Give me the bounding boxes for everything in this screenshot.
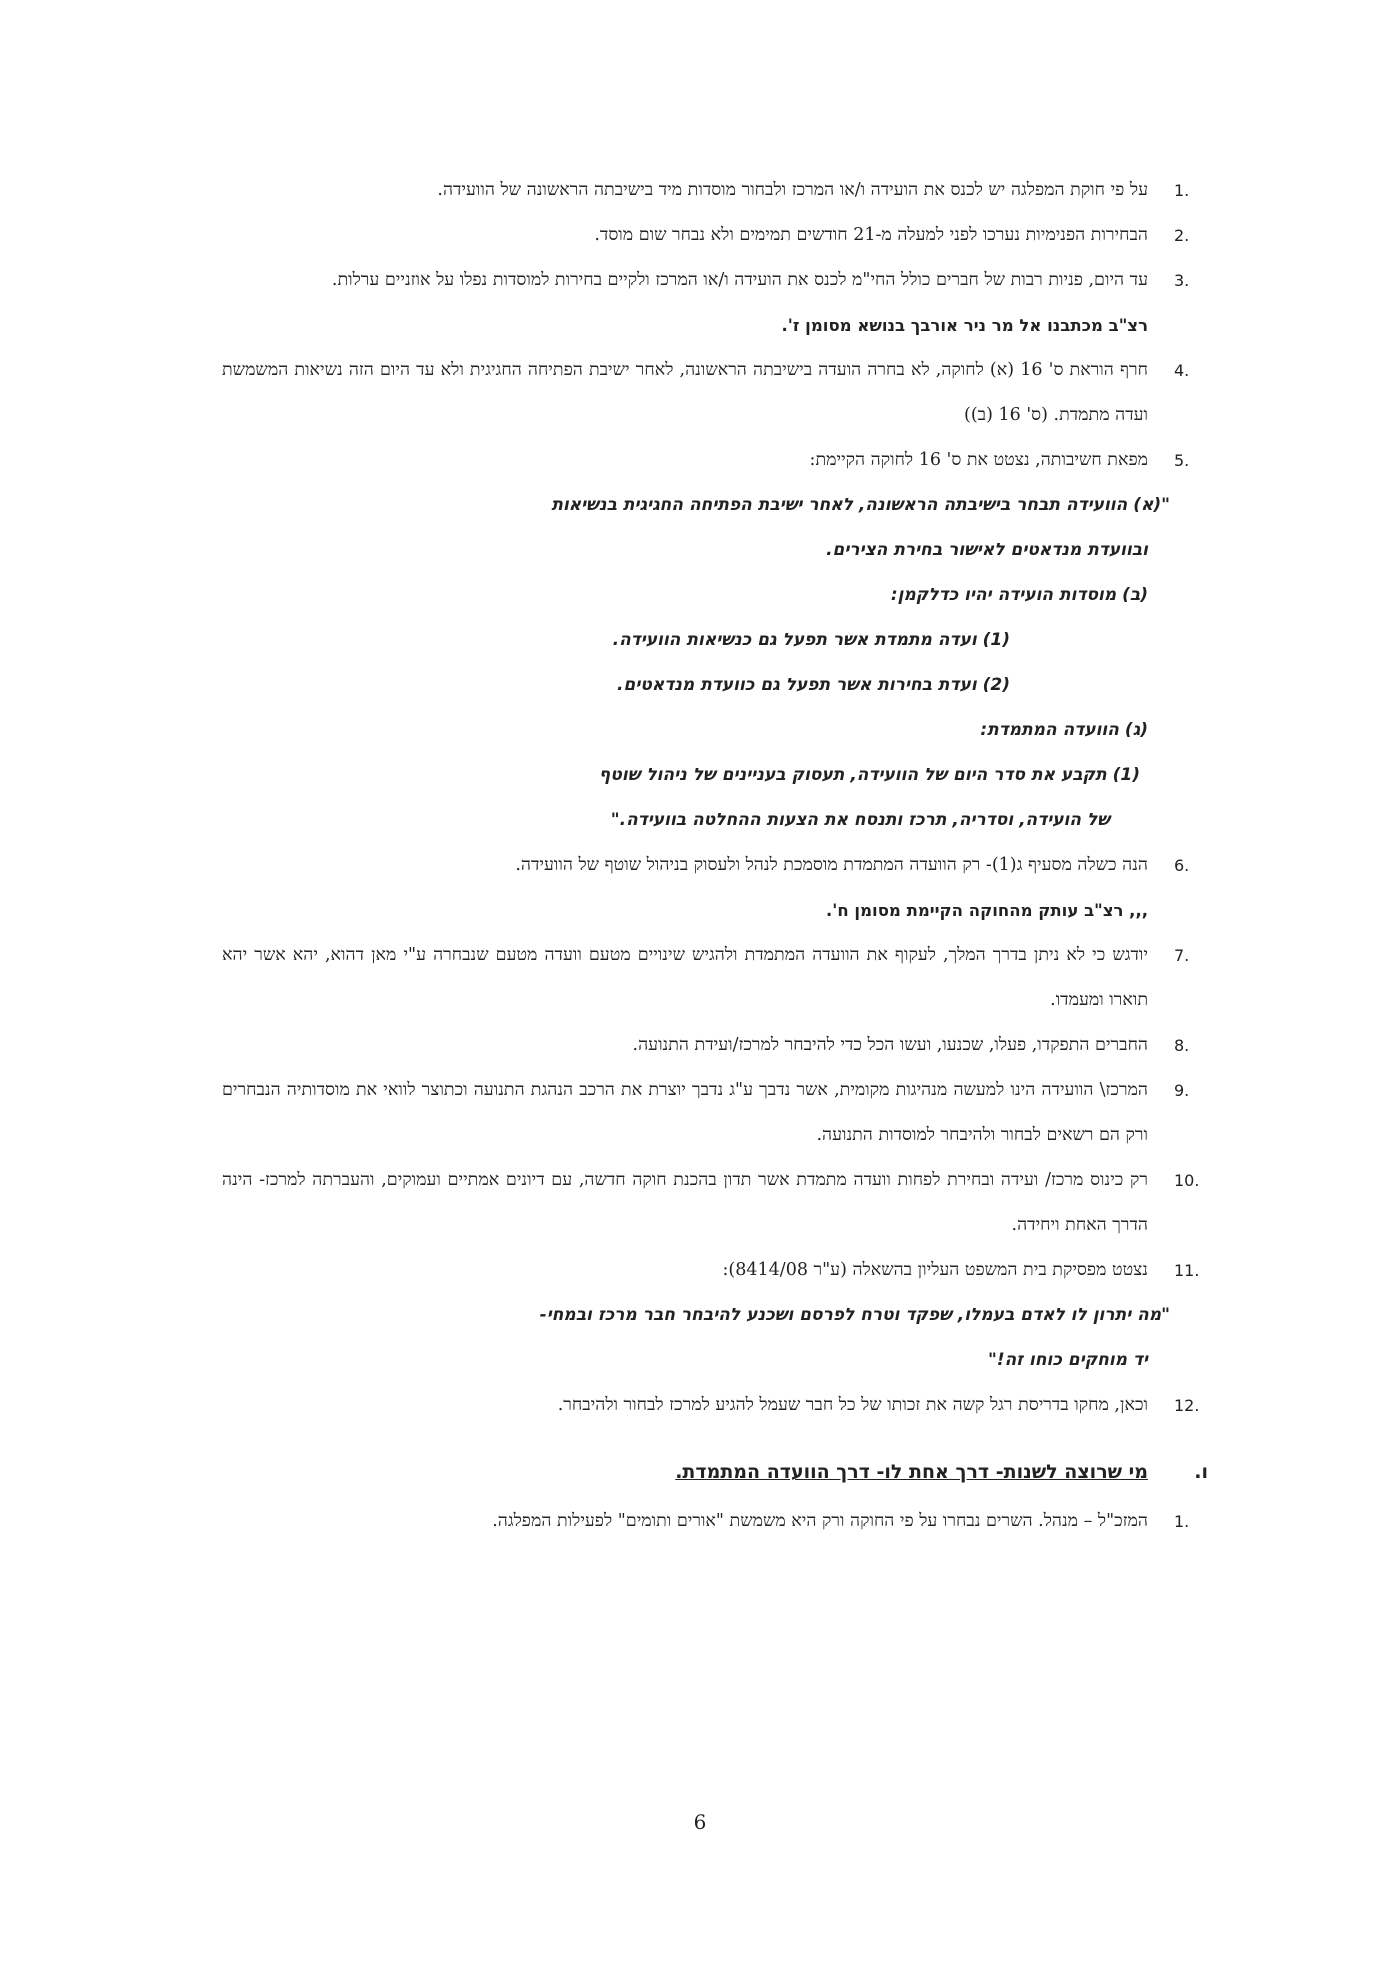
list-item	[222, 1499, 1190, 1544]
list-item	[222, 1023, 1190, 1068]
section-title: מי שרוצה לשנות- דרך אחת לו- דרך הוועדה המתמדת.	[675, 1461, 1148, 1483]
item-text: וכאן, מחקו בדריסת רגל קשה את זכותו של כל חבר שעמל להגיע למרכז לבחור ולהיבחר.	[557, 1395, 1148, 1415]
item-text: החברים התפקדו, פעלו, שכנעו, ועשו הכל כדי להיבחר למרכז/ועידת התנועה.	[632, 1035, 1148, 1055]
quote-line: (ב) מוסדות הועידה יהיו כדלקמן:	[890, 585, 1148, 605]
list-item	[222, 843, 1190, 888]
page-content	[222, 168, 1208, 1544]
quote-line: (ג) הוועדה המתמדת:	[980, 720, 1148, 740]
quote-line: של הועידה, וסדריה, תרכז ותנסח את הצעות ההחלטה בוועידה."	[610, 810, 1110, 830]
item-number: 12.	[1174, 1396, 1200, 1415]
list-item	[222, 348, 1190, 438]
list-item	[222, 1158, 1200, 1248]
item-number: 7.	[1174, 946, 1190, 965]
attachment-note: רצ"ב מכתבנו אל מר ניר אורבך בנושא מסומן ז'.	[781, 316, 1148, 335]
item-text: מפאת חשיבותה, נצטט את ס' 16 לחוקה הקיימת:	[809, 450, 1148, 470]
item-number: 5.	[1174, 451, 1190, 470]
list-item	[222, 438, 1190, 483]
item-number: 10.	[1174, 1171, 1200, 1190]
quote-line: יד מוחקים כוחו זה!"	[987, 1350, 1148, 1370]
list-item	[222, 213, 1190, 258]
item-text: על פי חוקת המפלגה יש לכנס את הועידה ו/או המרכז ולבחור מוסדות מיד בישיבתה הראשונה של הוועידה.	[437, 180, 1148, 200]
quote-line: (1) תקבע את סדר היום של הוועידה, תעסוק בעניינים של ניהול שוטף	[598, 765, 1140, 785]
item-text: רק כינוס מרכז/ ועידה ובחירת לפחות וועדה מתמדת אשר תדון בהכנת חוקה חדשה, עם דיונים אמתיים ועמוקים, והעברתה למרכז- הינה הדרך האחת ויחידה.	[222, 1170, 1148, 1235]
item-text: עד היום, פניות רבות של חברים כולל החי"מ לכנס את הועידה ו/או המרכז ולקיים בחירות למוסדות נפלו על אוזניים ערלות.	[331, 270, 1148, 290]
item-number: 1.	[1174, 1512, 1190, 1531]
list-item	[222, 258, 1190, 303]
item-number: 1.	[1174, 181, 1190, 200]
item-text: יודגש כי לא ניתן בדרך המלך, לעקוף את הוועדה המתמדת ולהגיש שינויים מטעם וועדה מטעם שנבחרה ע"י מאן דהוא, יהא אשר יהא תוארו ומעמדו.	[222, 945, 1148, 1010]
list-item	[222, 1383, 1200, 1428]
item-text: הנה כשלה מסעיף ג(1)- רק הוועדה המתמדת מוסמכת לנהל ולעסוק בניהול שוטף של הוועידה.	[515, 855, 1148, 875]
item-number: 3.	[1174, 271, 1190, 290]
quote-line: ובוועדת מנדאטים לאישור בחירת הצירים.	[826, 540, 1148, 560]
quote-line: (1) ועדה מתמדת אשר תפעל גם כנשיאות הוועידה.	[612, 630, 1010, 650]
item-text: המרכז\ הוועידה הינו למעשה מנהיגות מקומית, אשר נדבך ע"ג נדבך יוצרת את הרכב הנהגת התנועה וכתוצר לוואי את מוסדותיה הנבחרים ורק הם רשאים לבחור ולהיבחר למוסדות התנועה.	[222, 1080, 1148, 1145]
list-item	[222, 168, 1190, 213]
item-number: 4.	[1174, 361, 1190, 380]
section-heading	[222, 1450, 1208, 1495]
list-item	[222, 933, 1190, 1023]
item-number: 8.	[1174, 1036, 1190, 1055]
item-number: 9.	[1174, 1081, 1190, 1100]
item-text: חרף הוראת ס' 16 (א) לחוקה, לא בחרה הועדה בישיבתה הראשונה, לאחר ישיבת הפתיחה החגיגית ולא עד היום הזה נשיאות המשמשת ועדה מתמדת. (ס' 16 (ב))	[222, 360, 1148, 425]
quote-line: "(א) הוועידה תבחר בישיבתה הראשונה, לאחר ישיבת הפתיחה החגיגית בנשיאות	[551, 495, 1170, 515]
item-text: הבחירות הפנימיות נערכו לפני למעלה מ-21 חודשים תמימים ולא נבחר שום מוסד.	[594, 225, 1148, 245]
list-item	[222, 1248, 1200, 1293]
item-number: 11.	[1174, 1261, 1200, 1280]
list-item	[222, 1068, 1190, 1158]
item-number: 2.	[1174, 226, 1190, 245]
section-number: ו.	[1194, 1461, 1208, 1483]
item-text: נצטט מפסיקת בית המשפט העליון בהשאלה (ע"ר 8414/08):	[722, 1260, 1148, 1280]
quote-line: (2) ועדת בחירות אשר תפעל גם כוועדת מנדאטים.	[617, 675, 1010, 695]
attachment-note: ,,, רצ"ב עותק מהחוקה הקיימת מסומן ח'.	[826, 901, 1148, 920]
page-number: 6	[693, 1810, 707, 1834]
item-number: 6.	[1174, 856, 1190, 875]
item-text: המזכ"ל – מנהל. השרים נבחרו על פי החוקה ורק היא משמשת "אורים ותומים" לפעילות המפלגה.	[492, 1511, 1148, 1531]
quote-line: "מה יתרון לו לאדם בעמלו, שפקד וטרח לפרסם ושכנע להיבחר חבר מרכז ובמחי-	[539, 1305, 1170, 1325]
